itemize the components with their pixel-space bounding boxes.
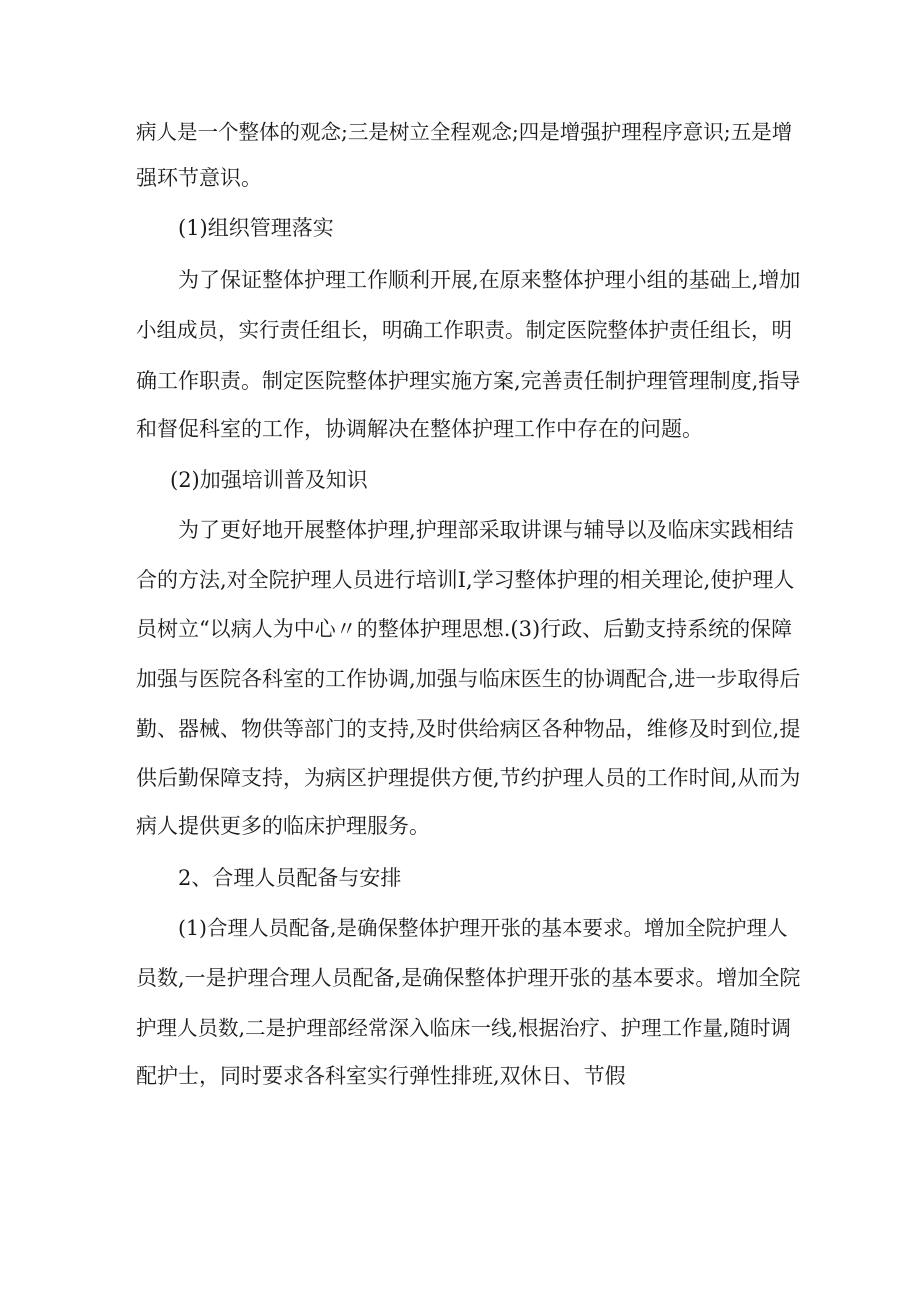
text-line-17: (1)合理人员配备,是确保整体护理开张的基本要求。增加全院护理人 xyxy=(178,916,788,940)
text-line-14: 供后勤保障支持，为病区护理提供方便,节约护理人员的工作时间,从而为 xyxy=(136,766,800,790)
text-line-4: 为了保证整体护理工作顺利开展,在原来整体护理小组的基础上,增加 xyxy=(178,268,800,292)
text-line-19: 护理人员数,二是护理部经常深入临床一线,根据治疗、护理工作量,随时调 xyxy=(136,1016,792,1040)
section-heading-organization: (1)组织管理落实 xyxy=(178,216,334,240)
text-line-13: 勤、器械、物供等部门的支持,及时供给病区各种物品，维修及时到位,提 xyxy=(136,717,800,741)
section-heading-staffing: 2、合理人员配备与安排 xyxy=(178,866,402,890)
text-line-20: 配护士，同时要求各科室实行弹性排班,双休日、节假 xyxy=(136,1064,626,1088)
text-line-6: 确工作职责。制定医院整体护理实施方案,完善责任制护理管理制度,指导 xyxy=(136,369,800,393)
text-line-2: 强环节意识。 xyxy=(136,166,262,190)
text-line-12: 加强与医院各科室的工作协调,加强与临床医生的协调配合,进一步取得后 xyxy=(136,667,800,691)
text-line-7: 和督促科室的工作，协调解决在整体护理工作中存在的问题。 xyxy=(136,417,703,441)
text-line-10: 合的方法,对全院护理人员进行培训I,学习整体护理的相关理论,使护理人 xyxy=(136,568,795,592)
text-line-11: 员树立“以病人为中心〃的整体护理思想.(3)行政、后勤支持系统的保障 xyxy=(136,617,793,641)
text-line-1: 病人是一个整体的观念;三是树立全程观念;四是增强护理程序意识;五是增 xyxy=(136,120,793,144)
text-line-9: 为了更好地开展整体护理,护理部采取讲课与辅导以及临床实践相结 xyxy=(178,518,794,542)
text-line-18: 员数,一是护理合理人员配备,是确保整体护理开张的基本要求。增加全院 xyxy=(136,966,800,990)
section-heading-training: (2)加强培训普及知识 xyxy=(170,468,368,492)
text-line-5: 小组成员，实行责任组长，明确工作职责。制定医院整体护责任组长，明 xyxy=(136,318,792,342)
text-line-15: 病人提供更多的临床护理服务。 xyxy=(136,814,430,838)
